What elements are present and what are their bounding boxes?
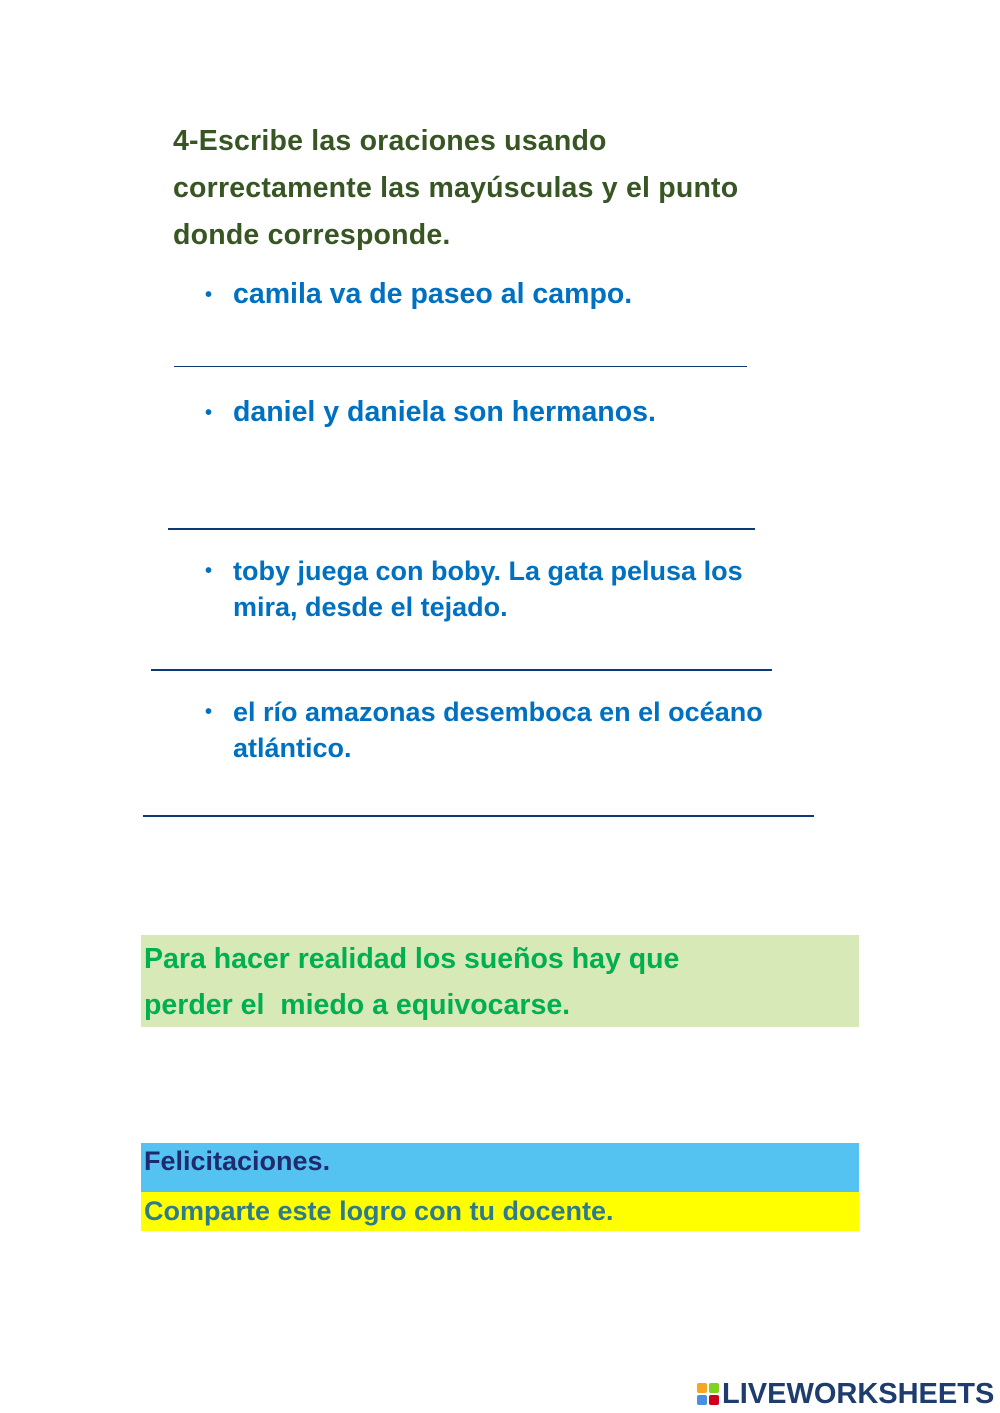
answer-line-2[interactable] [168,528,755,530]
sentence-text-3-line-2: mira, desde el tejado. [233,592,508,622]
congrats-title: Felicitaciones. [144,1146,331,1176]
logo-square [697,1395,707,1405]
logo-square [709,1383,719,1393]
answer-line-3[interactable] [151,669,772,671]
bullet-icon: • [205,560,213,582]
sentence-item-1 [205,276,845,312]
logo-square [697,1383,707,1393]
answer-line-4[interactable] [143,815,814,817]
watermark-text: LIVEWORKSHEETS [722,1378,995,1410]
sentence-text-4-line-1: el río amazonas desemboca en el océano [233,697,763,727]
share-banner [141,1192,859,1231]
sentence-text-1: camila va de paseo al campo. [233,278,633,310]
bullet-icon: • [205,402,213,424]
logo-square [709,1395,719,1405]
congrats-banner [141,1143,859,1192]
sentence-item-2 [205,394,845,430]
quote-line-2: perder el miedo a equivocarse. [144,988,571,1021]
instruction-heading [173,118,893,259]
instruction-line-3: donde corresponde. [173,219,451,251]
sentence-text-4-line-2: atlántico. [233,733,352,763]
quote-box [141,935,859,1027]
bullet-icon: • [205,284,213,306]
instruction-line-1: 4-Escribe las oraciones usando [173,125,607,157]
sentence-item-4 [205,694,845,766]
quote-line-1: Para hacer realidad los sueños hay que [144,943,680,975]
sentence-item-3 [205,553,845,625]
quote-text [144,937,854,1028]
answer-line-1[interactable] [174,366,747,367]
sentence-text-3-line-1: toby juega con boby. La gata pelusa los [233,556,743,586]
share-text: Comparte este logro con tu docente. [144,1196,614,1226]
instruction-line-2: correctamente las mayúsculas y el punto [173,172,739,204]
liveworksheets-watermark [697,1376,994,1412]
liveworksheets-logo-icon [697,1383,719,1405]
bullet-icon: • [205,701,213,723]
sentence-text-2: daniel y daniela son hermanos. [233,396,656,428]
